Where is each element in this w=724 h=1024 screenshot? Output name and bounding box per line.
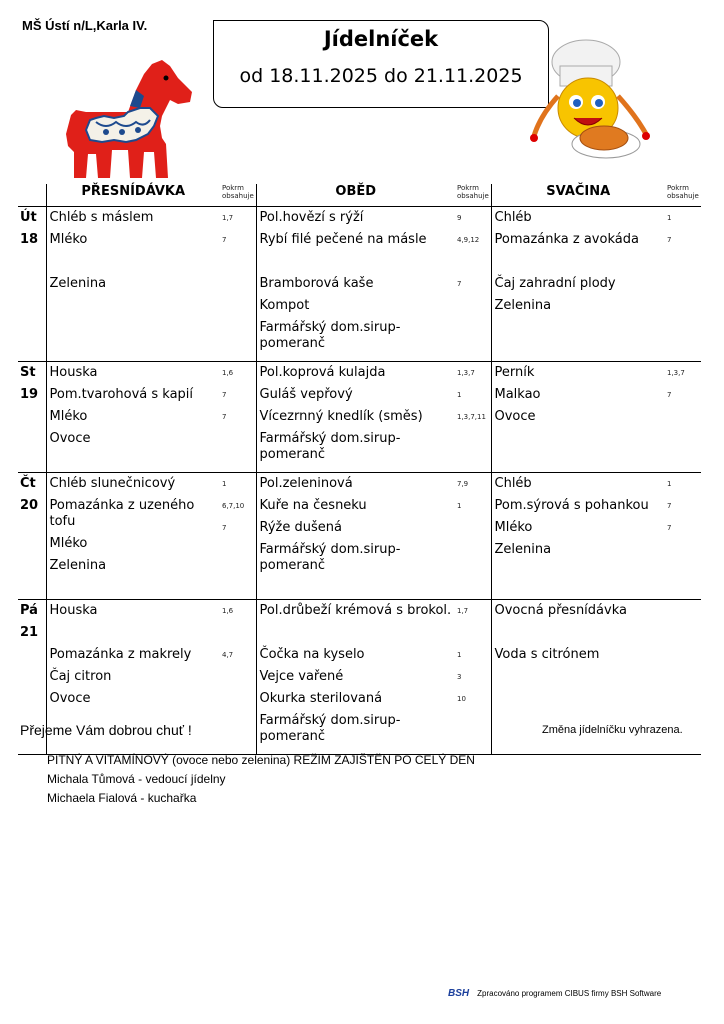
lunch-allergen-codes: 3 [457,673,462,681]
day-label [18,362,46,473]
breakfast-items [46,207,220,362]
breakfast-codes-header: Pokrm obsahuje [222,184,254,200]
breakfast-item: Mléko [49,232,88,247]
breakfast-item: Pom.tvarohová s kapií [49,387,194,402]
wish-text: Přejeme Vám dobrou chuť ! [20,722,192,738]
title-box [213,20,549,108]
breakfast-item: Mléko [49,409,88,424]
breakfast-allergen-codes [220,317,256,361]
breakfast-allergen-codes: 6,7,10 [222,502,245,510]
lunch-item: Pol.koprová kulajda [259,365,386,380]
snack-item: Malkao [494,387,541,402]
snack-header: SVAČINA [491,184,665,207]
breakfast-allergen-codes: 7 [222,391,227,399]
snack-items [491,362,665,473]
day-row [18,362,701,473]
lunch-codes [455,362,491,473]
lunch-items [256,473,455,600]
lunch-allergen-codes: 1 [457,502,462,510]
breakfast-item: Zelenina [49,558,107,573]
chef-smiley-icon [530,36,674,166]
breakfast-item: Houska [49,603,98,618]
lunch-item: Guláš vepřový [259,387,353,402]
menu-table [18,184,701,755]
snack-item: Mléko [494,520,533,535]
snack-item: Perník [494,365,535,380]
breakfast-item: Chléb s máslem [49,210,154,225]
snack-allergen-codes: 1,3,7 [667,369,685,377]
lunch-item: Pol.zeleninová [259,476,353,491]
breakfast-codes [220,362,256,473]
snack-codes [665,207,701,362]
lunch-item: Kompot [259,298,310,313]
lunch-items [256,207,455,362]
breakfast-allergen-codes [220,710,256,754]
snack-item: Chléb [494,476,532,491]
breakfast-allergen-codes: 1,6 [222,369,234,377]
snack-items [491,207,665,362]
lunch-codes-header: Pokrm obsahuje [457,184,489,200]
snack-item: Pomazánka z avokáda [494,232,639,247]
breakfast-items [46,473,220,600]
lunch-allergen-codes [455,539,491,583]
breakfast-allergen-codes: 7 [222,236,227,244]
breakfast-allergen-codes [220,295,256,317]
breakfast-item: Houska [49,365,98,380]
day-date: 19 [20,387,39,402]
snack-allergen-codes [665,428,701,472]
breakfast-item: Ovoce [49,691,91,706]
lunch-item: Rýže dušená [259,520,342,535]
day-row [18,207,701,362]
lunch-item: Pol.drůbeží krémová s brokol. [259,603,452,618]
breakfast-item: Pomazánka z uzeného tofu [49,498,195,529]
staff-cook: Michaela Fialová - kuchařka [47,791,197,805]
breakfast-item: Zelenina [49,276,107,291]
snack-allergen-codes: 7 [667,391,672,399]
lunch-items [256,600,455,755]
lunch-allergen-codes: 1 [457,651,462,659]
lunch-allergen-codes [455,710,491,754]
breakfast-codes [220,600,256,755]
breakfast-allergen-codes: 1 [222,480,227,488]
snack-allergen-codes: 7 [667,502,672,510]
breakfast-item: Mléko [49,536,88,551]
snack-item: Zelenina [494,542,552,557]
lunch-item: Farmářský dom.sirup-pomeranč [259,713,401,744]
snack-allergen-codes [665,273,701,295]
lunch-allergen-codes: 1 [457,391,462,399]
breakfast-allergen-codes [220,273,256,295]
day-row [18,473,701,600]
day-date: 18 [20,232,39,247]
lunch-allergen-codes [455,317,491,361]
day-name: Út [20,210,37,225]
breakfast-allergen-codes [220,539,256,583]
snack-item [492,688,666,710]
breakfast-allergen-codes [220,666,256,688]
breakfast-allergen-codes [220,428,256,472]
day-label [18,207,46,362]
breakfast-items [46,362,220,473]
lunch-allergen-codes: 10 [457,695,466,703]
snack-item: Zelenina [494,298,552,313]
snack-codes [665,362,701,473]
snack-allergen-codes: 7 [667,236,672,244]
day-name: St [20,365,36,380]
breakfast-allergen-codes: 7 [222,413,227,421]
lunch-allergen-codes [455,295,491,317]
breakfast-item: Chléb slunečnicový [49,476,176,491]
lunch-codes [455,600,491,755]
breakfast-allergen-codes: 4,7 [222,651,234,659]
breakfast-codes [220,207,256,362]
bsh-logo: BSH [448,988,470,999]
lunch-allergen-codes: 9 [457,214,462,222]
day-label [18,473,46,600]
snack-allergen-codes [665,317,701,361]
lunch-allergen-codes: 1,3,7 [457,369,475,377]
snack-allergen-codes [665,644,701,666]
date-range: od 18.11.2025 do 21.11.2025 [239,65,523,87]
breakfast-allergen-codes [220,688,256,710]
lunch-allergen-codes: 1,3,7,11 [457,413,486,421]
lunch-allergen-codes: 7,9 [457,480,469,488]
breakfast-item: Pomazánka z makrely [49,647,192,662]
snack-allergen-codes [665,295,701,317]
snack-codes [665,473,701,600]
snack-codes-header: Pokrm obsahuje [667,184,699,200]
page-title: Jídelníček [323,27,439,51]
snack-item: Pom.sýrová s pohankou [494,498,649,513]
snack-allergen-codes [665,600,701,644]
lunch-allergen-codes: 1,7 [457,607,469,615]
snack-item: Chléb [494,210,532,225]
lunch-item: Farmářský dom.sirup-pomeranč [259,542,401,573]
snack-allergen-codes: 1 [667,214,672,222]
snack-item: Voda s citrónem [494,647,600,662]
breakfast-item [47,295,221,317]
footer [448,988,661,999]
snack-allergen-codes [665,406,701,428]
breakfast-allergen-codes: 7 [222,524,227,532]
snack-item: Ovoce [494,409,536,424]
snack-item: Ovocná přesnídávka [494,603,627,618]
lunch-item: Okurka sterilovaná [259,691,383,706]
day-header [18,184,46,207]
snack-item: Čaj zahradní plody [494,276,616,291]
snack-item [492,428,666,472]
breakfast-item [47,317,221,361]
lunch-item: Vícezrnný knedlík (směs) [259,409,423,424]
lunch-header: OBĚD [256,184,455,207]
snack-item [492,317,666,361]
breakfast-header: PŘESNÍDÁVKA [46,184,220,207]
lunch-allergen-codes [455,428,491,472]
snack-items [491,473,665,600]
change-note: Změna jídelníčku vyhrazena. [542,724,683,736]
lunch-item: Rybí filé pečené na másle [259,232,427,247]
snack-allergen-codes: 7 [667,524,672,532]
lunch-item: Čočka na kyselo [259,647,365,662]
snack-allergen-codes: 1 [667,480,672,488]
header-row [18,184,701,207]
lunch-allergen-codes: 7 [457,280,462,288]
snack-allergen-codes [665,666,701,688]
lunch-allergen-codes: 4,9,12 [457,236,480,244]
school-name: MŠ Ústí n/L,Karla IV. [22,18,148,33]
day-name: Pá [20,603,38,618]
lunch-item: Vejce vařené [259,669,344,684]
lunch-allergen-codes [455,517,491,539]
lunch-item: Pol.hovězí s rýží [259,210,364,225]
lunch-codes [455,473,491,600]
lunch-item: Kuře na česneku [259,498,367,513]
breakfast-item: Ovoce [49,431,91,446]
lunch-item: Farmářský dom.sirup-pomeranč [259,320,401,351]
lunch-item: Farmářský dom.sirup-pomeranč [259,431,401,462]
day-name: Čt [20,476,36,491]
lunch-item: Bramborová kaše [259,276,374,291]
snack-item [492,666,666,688]
day-date: 20 [20,498,39,513]
vitamin-note: PITNÝ A VITAMÍNOVÝ (ovoce nebo zelenina) REŽIM ZAJIŠTĚN PO CELÝ DEN [47,753,475,767]
snack-allergen-codes [665,539,701,583]
breakfast-allergen-codes: 1,6 [222,607,234,615]
breakfast-allergen-codes: 1,7 [222,214,234,222]
staff-manager: Michala Tůmová - vedoucí jídelny [47,772,226,786]
lunch-items [256,362,455,473]
snack-allergen-codes [665,688,701,710]
lunch-codes [455,207,491,362]
dala-horse-icon [66,60,196,182]
breakfast-item: Čaj citron [49,669,112,684]
day-date: 21 [20,625,39,640]
footer-text: Zpracováno programem CIBUS firmy BSH Software [477,989,662,998]
breakfast-codes [220,473,256,600]
